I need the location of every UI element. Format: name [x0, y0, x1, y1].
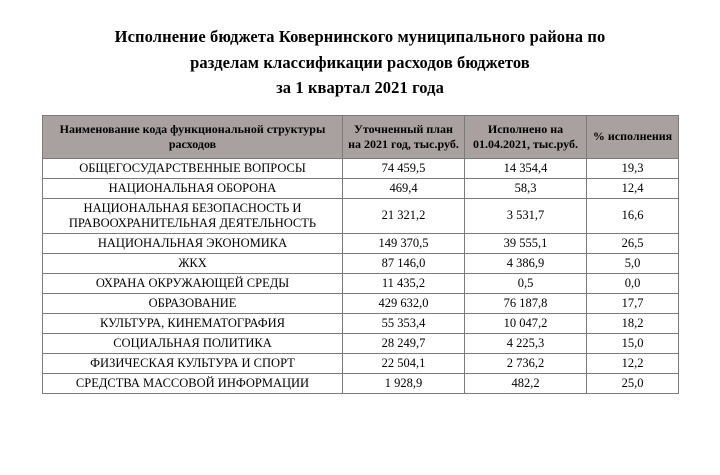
column-header-plan: Уточненный план на 2021 год, тыс.руб.: [343, 115, 465, 158]
cell-plan: 74 459,5: [343, 158, 465, 178]
cell-plan: 469,4: [343, 178, 465, 198]
budget-table-wrapper: [42, 115, 678, 394]
cell-name: ОБЩЕГОСУДАРСТВЕННЫЕ ВОПРОСЫ: [43, 158, 343, 178]
cell-percent: 19,3: [587, 158, 679, 178]
table-header: [43, 115, 679, 158]
cell-fact: 14 354,4: [465, 158, 587, 178]
table-body: [43, 158, 679, 393]
table-row: [43, 313, 679, 333]
cell-name: ЖКХ: [43, 253, 343, 273]
cell-fact: 58,3: [465, 178, 587, 198]
cell-fact: 3 531,7: [465, 198, 587, 233]
cell-name: НАЦИОНАЛЬНАЯ ЭКОНОМИКА: [43, 233, 343, 253]
cell-name: КУЛЬТУРА, КИНЕМАТОГРАФИЯ: [43, 313, 343, 333]
cell-plan: 149 370,5: [343, 233, 465, 253]
cell-percent: 26,5: [587, 233, 679, 253]
title-line-3: за 1 квартал 2021 года: [276, 78, 444, 98]
column-header-fact: Исполнено на 01.04.2021, тыс.руб.: [465, 115, 587, 158]
cell-name: НАЦИОНАЛЬНАЯ БЕЗОПАСНОСТЬ И ПРАВООХРАНИТЕЛЬНАЯ ДЕЯТЕЛЬНОСТЬ: [43, 198, 343, 233]
cell-percent: 15,0: [587, 333, 679, 353]
title-line-2: разделам классификации расходов бюджетов: [190, 52, 530, 72]
cell-name: СРЕДСТВА МАССОВОЙ ИНФОРМАЦИИ: [43, 373, 343, 393]
document-title: [0, 0, 720, 101]
cell-fact: 76 187,8: [465, 293, 587, 313]
cell-plan: 21 321,2: [343, 198, 465, 233]
cell-name: ФИЗИЧЕСКАЯ КУЛЬТУРА И СПОРТ: [43, 353, 343, 373]
cell-percent: 5,0: [587, 253, 679, 273]
cell-plan: 22 504,1: [343, 353, 465, 373]
cell-name: ОХРАНА ОКРУЖАЮЩЕЙ СРЕДЫ: [43, 273, 343, 293]
cell-percent: 16,6: [587, 198, 679, 233]
cell-plan: 87 146,0: [343, 253, 465, 273]
cell-fact: 39 555,1: [465, 233, 587, 253]
table-row: [43, 253, 679, 273]
cell-percent: 12,4: [587, 178, 679, 198]
table-row: [43, 373, 679, 393]
cell-plan: 55 353,4: [343, 313, 465, 333]
table-row: [43, 293, 679, 313]
table-row: [43, 198, 679, 233]
cell-fact: 4 386,9: [465, 253, 587, 273]
cell-plan: 28 249,7: [343, 333, 465, 353]
table-row: [43, 353, 679, 373]
budget-table: [42, 115, 679, 394]
column-header-name: Наименование кода функциональной структуры расходов: [43, 115, 343, 158]
cell-plan: 429 632,0: [343, 293, 465, 313]
table-header-row: [43, 115, 679, 158]
cell-percent: 25,0: [587, 373, 679, 393]
table-row: [43, 333, 679, 353]
cell-fact: 0,5: [465, 273, 587, 293]
cell-name: НАЦИОНАЛЬНАЯ ОБОРОНА: [43, 178, 343, 198]
table-row: [43, 273, 679, 293]
cell-percent: 12,2: [587, 353, 679, 373]
cell-plan: 11 435,2: [343, 273, 465, 293]
cell-fact: 4 225,3: [465, 333, 587, 353]
cell-fact: 482,2: [465, 373, 587, 393]
cell-name: СОЦИАЛЬНАЯ ПОЛИТИКА: [43, 333, 343, 353]
title-line-1: Исполнение бюджета Ковернинского муниципального района по: [114, 27, 606, 46]
column-header-percent: % исполнения: [587, 115, 679, 158]
table-row: [43, 233, 679, 253]
cell-name: ОБРАЗОВАНИЕ: [43, 293, 343, 313]
cell-percent: 17,7: [587, 293, 679, 313]
cell-fact: 10 047,2: [465, 313, 587, 333]
table-row: [43, 178, 679, 198]
table-row: [43, 158, 679, 178]
cell-plan: 1 928,9: [343, 373, 465, 393]
cell-percent: 18,2: [587, 313, 679, 333]
cell-fact: 2 736,2: [465, 353, 587, 373]
cell-percent: 0,0: [587, 273, 679, 293]
